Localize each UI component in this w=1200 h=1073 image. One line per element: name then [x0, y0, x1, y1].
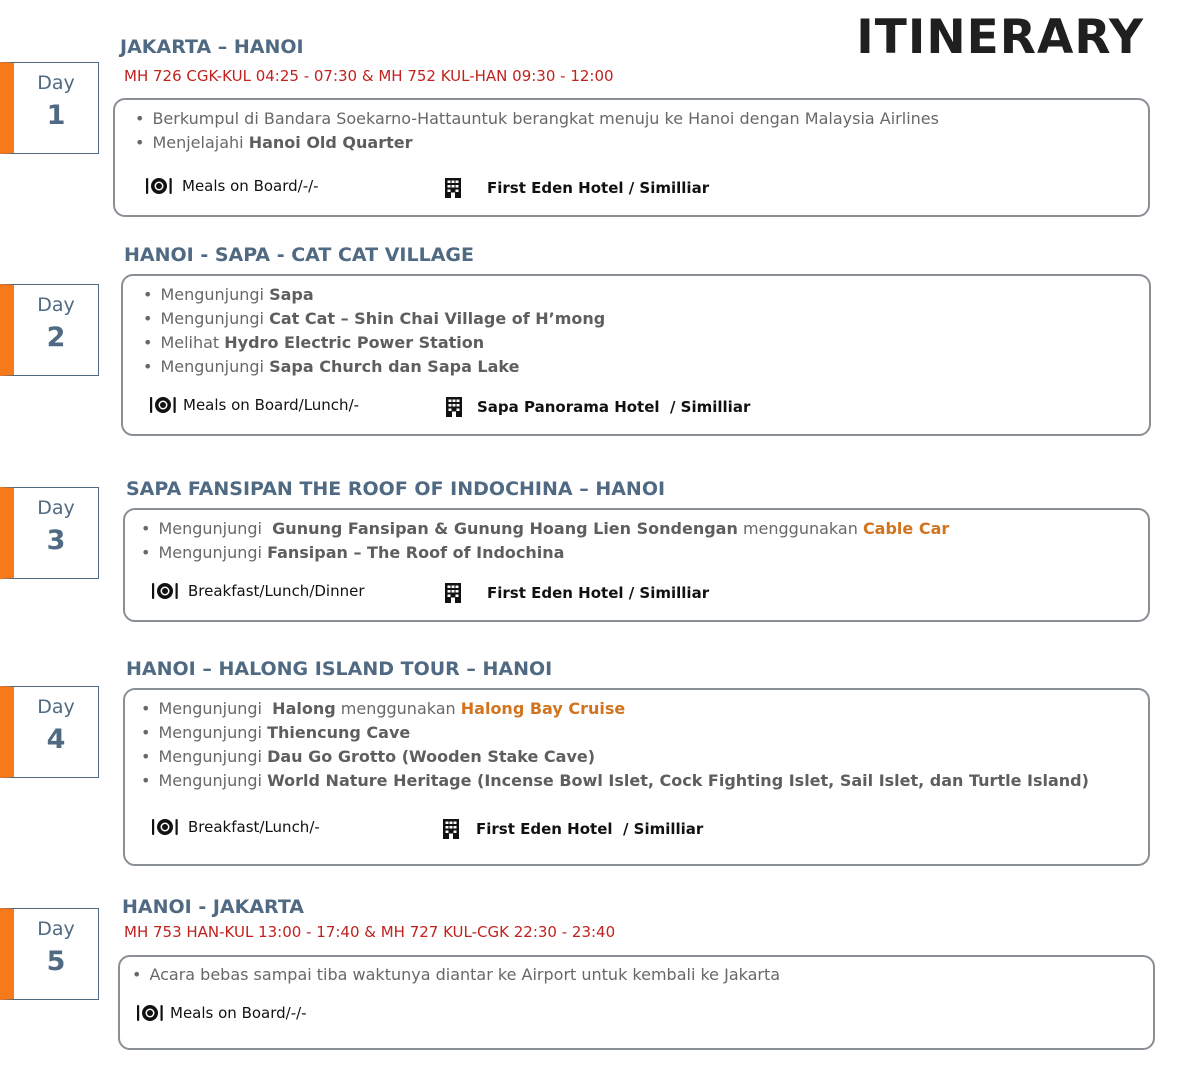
meal-text: Meals on Board/-/-: [170, 1004, 307, 1022]
services-row: [151, 818, 1128, 842]
services-row: [136, 1004, 1133, 1028]
activity-item: [143, 307, 1139, 331]
hotel-building-icon: [443, 177, 463, 199]
page-title: ITINERARY: [856, 10, 1144, 65]
day-label: Day: [37, 72, 75, 94]
hotel-building-icon: [444, 396, 464, 418]
meal-info: [151, 818, 320, 836]
activity-item: [141, 721, 1138, 745]
activity-item: [143, 331, 1139, 355]
activity-item: [141, 769, 1138, 793]
day-badge: [0, 284, 99, 376]
activity-item: [141, 697, 1138, 721]
day-label: Day: [37, 696, 75, 718]
hotel-info: [444, 396, 750, 418]
day-number: 2: [46, 322, 66, 353]
plate-cutlery-icon: [151, 582, 179, 600]
day-card: [121, 274, 1151, 436]
day-title: HANOI – HALONG ISLAND TOUR – HANOI: [126, 658, 553, 680]
activity-item: [141, 541, 1138, 565]
meal-text: Meals on Board/Lunch/-: [183, 396, 360, 414]
activity-text: Mengunjungi: [158, 519, 273, 538]
plate-cutlery-icon: [136, 1004, 164, 1022]
activity-list: [135, 107, 1138, 155]
meal-text: Meals on Board/-/-: [182, 177, 319, 195]
day-label: Day: [37, 294, 75, 316]
activity-list: [141, 517, 1138, 565]
highlight-text: Cable Car: [862, 519, 950, 538]
flight-info: MH 753 HAN-KUL 13:00 - 17:40 & MH 727 KUL-CGK 22:30 - 23:40: [124, 923, 616, 941]
bold-text: Halong: [272, 699, 336, 718]
bold-text: Sapa: [269, 285, 314, 304]
day-title: HANOI - JAKARTA: [122, 896, 305, 918]
bold-text: Gunung Fansipan & Gunung Hoang Lien Sondengan: [272, 519, 738, 538]
hotel-name: First Eden Hotel / Similliar: [476, 820, 704, 838]
activity-text: Mengunjungi: [158, 699, 273, 718]
bold-text: Hydro Electric Power Station: [224, 333, 485, 352]
bold-text: Hanoi Old Quarter: [248, 133, 413, 152]
activity-item: [135, 131, 1138, 155]
hotel-building-icon: [443, 582, 463, 604]
activity-text: Mengunjungi: [158, 771, 268, 790]
plate-cutlery-icon: [151, 818, 179, 836]
day-number: 5: [46, 946, 66, 977]
activity-text: Mengunjungi: [160, 357, 270, 376]
services-row: [145, 177, 1128, 201]
day-number: 1: [46, 100, 66, 131]
activity-item: [141, 745, 1138, 769]
activity-text: menggunakan: [737, 519, 863, 538]
day-title: JAKARTA – HANOI: [120, 36, 304, 58]
hotel-name: First Eden Hotel / Similliar: [487, 179, 710, 197]
bold-text: Cat Cat – Shin Chai Village of H’mong: [269, 309, 606, 328]
activity-item: [141, 517, 1138, 541]
bold-text: Thiencung Cave: [267, 723, 411, 742]
hotel-info: [443, 177, 709, 199]
meal-info: [151, 582, 365, 600]
day-title: SAPA FANSIPAN THE ROOF OF INDOCHINA – HANOI: [126, 478, 666, 500]
services-row: [151, 582, 1128, 606]
bold-text: World Nature Heritage (Incense Bowl Islet, Cock Fighting Islet, Sail Islet, dan Turtle Island): [267, 771, 1089, 790]
bold-text: Sapa Church dan Sapa Lake: [269, 357, 520, 376]
bold-text: Fansipan – The Roof of Indochina: [267, 543, 565, 562]
activity-item: [135, 107, 1138, 131]
activity-text: Acara bebas sampai tiba waktunya diantar ke Airport untuk kembali ke Jakarta: [149, 965, 781, 984]
activity-text: Berkumpul di Bandara Soekarno-Hattauntuk berangkat menuju ke Hanoi dengan Malaysia Airlines: [152, 109, 939, 128]
meal-text: Breakfast/Lunch/Dinner: [188, 582, 365, 600]
hotel-name: First Eden Hotel / Similliar: [487, 584, 710, 602]
day-title: HANOI - SAPA - CAT CAT VILLAGE: [124, 244, 474, 266]
meal-text: Breakfast/Lunch/-: [188, 818, 320, 836]
day-label: Day: [37, 918, 75, 940]
plate-cutlery-icon: [149, 396, 177, 414]
activity-item: [143, 283, 1139, 307]
hotel-name: Sapa Panorama Hotel / Similliar: [477, 398, 751, 416]
activity-text: Mengunjungi: [158, 543, 268, 562]
day-card: [113, 98, 1150, 217]
day-number: 3: [46, 525, 66, 556]
hotel-info: [443, 582, 709, 604]
activity-text: menggunakan: [335, 699, 461, 718]
activity-item: [143, 355, 1139, 379]
day-card: [123, 508, 1150, 622]
activity-text: Mengunjungi: [158, 723, 268, 742]
activity-text: Mengunjungi: [160, 309, 270, 328]
day-label: Day: [37, 497, 75, 519]
day-badge: [0, 62, 99, 154]
activity-text: Mengunjungi: [158, 747, 268, 766]
meal-info: [145, 177, 319, 195]
meal-info: [136, 1004, 307, 1022]
activity-text: Mengunjungi: [160, 285, 270, 304]
flight-info: MH 726 CGK-KUL 04:25 - 07:30 & MH 752 KUL-HAN 09:30 - 12:00: [124, 67, 614, 85]
activity-list: [132, 963, 1143, 987]
bold-text: Dau Go Grotto (Wooden Stake Cave): [267, 747, 596, 766]
day-card: [118, 955, 1155, 1050]
day-card: [123, 688, 1150, 866]
activity-text: Menjelajahi: [152, 133, 249, 152]
day-number: 4: [46, 724, 66, 755]
activity-text: Melihat: [160, 333, 225, 352]
activity-list: [143, 283, 1139, 379]
day-badge: [0, 487, 99, 579]
hotel-building-icon: [441, 818, 461, 840]
plate-cutlery-icon: [145, 177, 173, 195]
activity-item: [132, 963, 1143, 987]
day-badge: [0, 908, 99, 1000]
meal-info: [149, 396, 359, 414]
services-row: [149, 396, 1129, 420]
hotel-info: [441, 818, 703, 840]
activity-list: [141, 697, 1138, 793]
day-badge: [0, 686, 99, 778]
highlight-text: Halong Bay Cruise: [460, 699, 626, 718]
